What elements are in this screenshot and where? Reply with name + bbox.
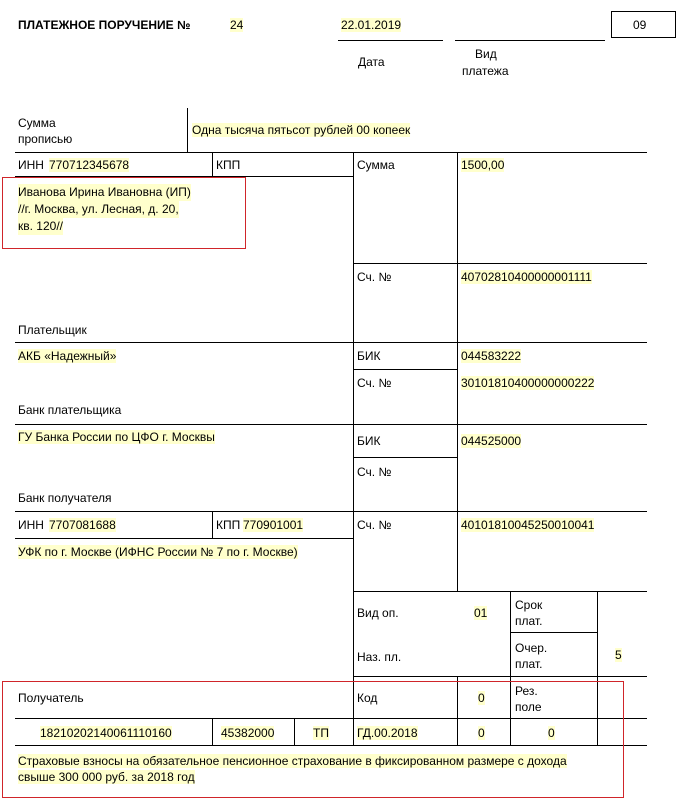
payer-bank-label: Банк плательщика xyxy=(18,403,122,417)
recipient-acc-label: Сч. № xyxy=(357,518,392,532)
payment-purpose-text: Страховые взносы на обязательное пенсионное страхование в фиксированном размере с дохода свыше 300 000 руб. за 2018 год xyxy=(18,754,567,784)
period-value: ГД.00.2018 xyxy=(357,726,418,740)
annotation-frame-recipient xyxy=(2,681,624,798)
recipient-bank-acc-label: Сч. № xyxy=(357,465,392,479)
annotation-frame-payer xyxy=(2,177,246,249)
payer-account-label: Сч. № xyxy=(357,270,392,284)
payment-type-label-1: Вид xyxy=(475,47,497,61)
recipient-inn-label: ИНН xyxy=(18,518,44,532)
doc-number-value: 0 xyxy=(478,726,485,740)
recipient-name: УФК по г. Москве (ИФНС России № 7 по г. Москве) xyxy=(18,545,298,559)
vid-op-value: 01 xyxy=(474,606,488,620)
payer-inn: 770712345678 xyxy=(49,158,130,172)
payer-name-line-1: Иванова Ирина Ивановна (ИП) xyxy=(18,185,191,199)
payer-bank-bik: 044583222 xyxy=(461,349,522,363)
recipient-bank-name: ГУ Банка России по ЦФО г. Москвы xyxy=(18,430,215,444)
payer-name-line-3: кв. 120// xyxy=(18,219,63,233)
doc-date-value: 0 xyxy=(548,726,555,740)
amount-words-value: Одна тысяча пятьсот рублей 00 копеек xyxy=(192,123,411,137)
payer-bank-bik-label: БИК xyxy=(357,349,381,363)
payment-type-label-2: платежа xyxy=(462,64,509,78)
recipient-bank-label: Банк получателя xyxy=(18,491,112,505)
recipient-bank-bik-label: БИК xyxy=(357,434,381,448)
recipient-kpp: 770901001 xyxy=(243,518,304,532)
kod-value: 0 xyxy=(478,691,485,705)
payer-bank-acc: 30101810400000000222 xyxy=(461,376,595,390)
ocher-value: 5 xyxy=(615,648,622,662)
form-code: 09 xyxy=(633,18,647,32)
vid-op-label: Вид оп. xyxy=(357,606,399,620)
payer-bank-acc-label: Сч. № xyxy=(357,376,392,390)
amount-words-label-1: Сумма xyxy=(18,116,56,130)
date-label: Дата xyxy=(358,55,385,69)
basis-value: ТП xyxy=(313,726,329,740)
ocher-label-2: плат. xyxy=(515,657,543,671)
recipient-inn: 7707081688 xyxy=(49,518,116,532)
payer-account: 40702810400000001111 xyxy=(461,270,592,284)
document-title: ПЛАТЕЖНОЕ ПОРУЧЕНИЕ № xyxy=(18,18,191,32)
ocher-label-1: Очер. xyxy=(515,641,548,655)
recipient-bank-bik: 044525000 xyxy=(461,434,522,448)
srok-label-1: Срок xyxy=(515,598,543,612)
document-number: 24 xyxy=(230,18,244,32)
payer-bank-name: АКБ «Надежный» xyxy=(18,349,117,363)
amount-words-label-2: прописью xyxy=(18,132,73,146)
sum-value: 1500,00 xyxy=(461,158,505,172)
oktmo-value: 45382000 xyxy=(221,726,275,740)
srok-label-2: плат. xyxy=(515,614,543,628)
recipient-acc: 40101810045250010041 xyxy=(461,518,595,532)
sum-label: Сумма xyxy=(357,158,395,172)
payer-kpp-label: КПП xyxy=(216,158,241,172)
naz-pl-label: Наз. пл. xyxy=(357,650,402,664)
kbk-value: 18210202140061110160 xyxy=(40,726,172,740)
recipient-kpp-label: КПП xyxy=(216,518,241,532)
payer-label: Плательщик xyxy=(18,323,87,337)
rez-label-2: поле xyxy=(515,700,542,714)
kod-label: Код xyxy=(357,691,378,705)
recipient-label: Получатель xyxy=(18,691,84,705)
payer-name-line-2: //г. Москва, ул. Лесная, д. 20, xyxy=(18,202,179,216)
rez-label-1: Рез. xyxy=(515,684,538,698)
payer-inn-label: ИНН xyxy=(18,158,44,172)
document-date: 22.01.2019 xyxy=(341,18,402,32)
